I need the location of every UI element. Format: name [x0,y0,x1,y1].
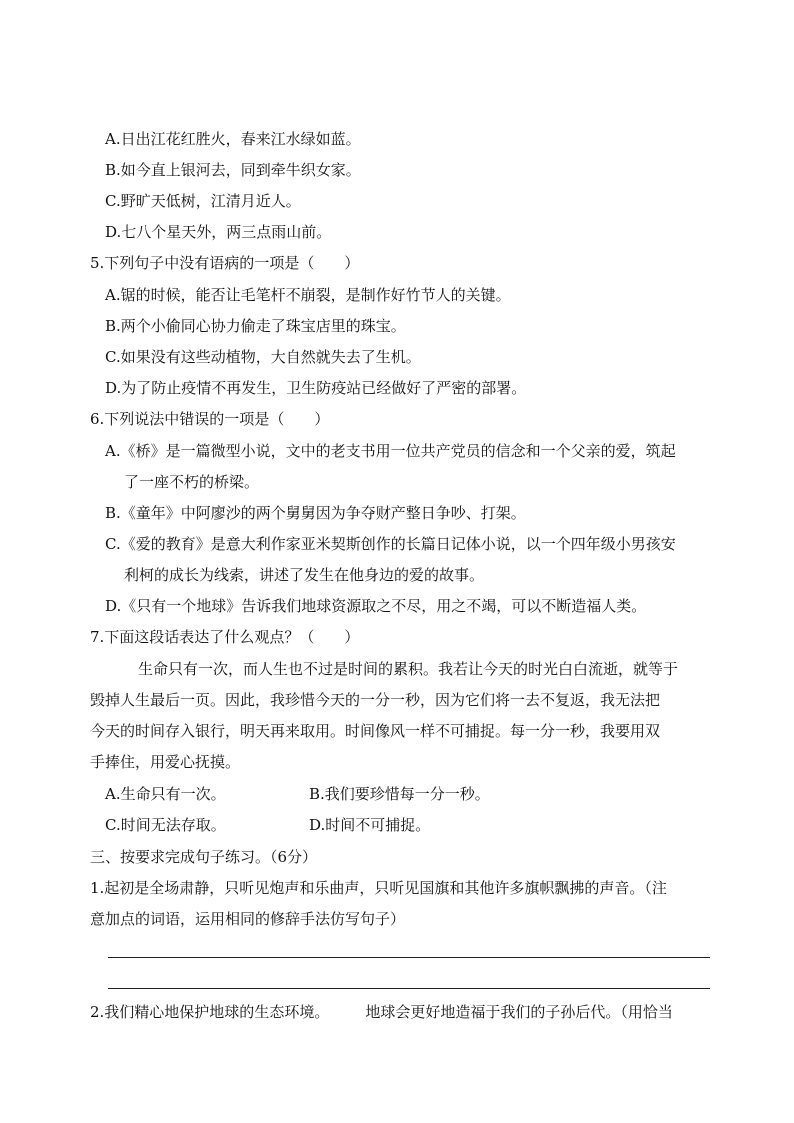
q6-option-c-line1: C.《爱的教育》是意大利作家亚米契斯创作的长篇日记体小说，以一个四年级小男孩安 [105,535,676,553]
s3-q2-part1: 2.我们精心地保护地球的生态环境。 [90,1003,330,1021]
s3-q1-line2: 意加点的词语，运用相同的修辞手法仿写句子） [90,910,406,928]
q4-option-b: B.如今直上银河去，同到牵牛织女家。 [105,161,361,179]
q6-option-a-line2: 了一座不朽的桥梁。 [124,473,260,491]
q7-option-d: D.时间不可捕捉。 [309,816,431,834]
q6-option-d: D.《只有一个地球》告诉我们地球资源取之不尽，用之不竭，可以不断造福人类。 [105,597,647,615]
q4-option-d: D.七八个星天外，两三点雨山前。 [105,223,332,241]
q7-passage-line2: 毁掉人生最后一页。因此，我珍惜今天的一分一秒，因为它们将一去不复返，我无法把 [90,691,661,709]
section-3-heading: 三、按要求完成句子练习。（6分） [90,848,318,866]
q7-option-c: C.时间无法存取。 [105,816,226,834]
q6-option-a-line1: A.《桥》是一篇微型小说，文中的老支书用一位共产党员的信念和一个父亲的爱，筑起 [105,442,676,460]
answer-line-2[interactable] [108,988,710,989]
q7-passage-line4: 手捧住，用爱心抚摸。 [90,753,241,771]
q4-option-a: A.日出江花红胜火，春来江水绿如蓝。 [105,130,361,148]
q7-option-b: B.我们要珍惜每一分一秒。 [309,785,490,803]
q6-option-b: B.《童年》中阿廖沙的两个舅舅因为争夺财产整日争吵、打架。 [105,504,526,522]
q7-passage-line3: 今天的时间存入银行，明天再来取用。时间像风一样不可捕捉。每一分一秒，我要用双 [90,722,661,740]
q5-option-d: D.为了防止疫情不再发生，卫生防疫站已经做好了严密的部署。 [105,379,527,397]
q6-option-c-line2: 利柯的成长为线索，讲述了发生在他身边的爱的故事。 [124,566,485,584]
q6-stem: 6.下列说法中错误的一项是（ ） [90,410,330,428]
q7-stem: 7.下面这段话表达了什么观点？（ ） [90,628,360,646]
q5-stem: 5.下列句子中没有语病的一项是（ ） [90,254,360,272]
q5-option-a: A.锯的时候，能否让毛笔杆不崩裂，是制作好竹节人的关键。 [105,286,511,304]
s3-q1-line1: 1.起初是全场肃静，只听见炮声和乐曲声，只听见国旗和其他许多旗帜飘拂的声音。（注 [90,879,667,897]
s3-q2-line1 [90,997,730,1028]
s3-q2-part2: 地球会更好地造福于我们的子孙后代。（用恰当 [365,1003,673,1021]
q5-option-c: C.如果没有这些动植物，大自然就失去了生机。 [105,348,421,366]
q7-option-a: A.生命只有一次。 [105,785,226,803]
q4-option-c: C.野旷天低树，江清月近人。 [105,192,301,210]
answer-line-1[interactable] [108,957,710,958]
q7-passage-line1: 生命只有一次，而人生也不过是时间的累积。我若让今天的时光白白流逝，就等于 [138,660,679,678]
q5-option-b: B.两个小偷同心协力偷走了珠宝店里的珠宝。 [105,317,406,335]
